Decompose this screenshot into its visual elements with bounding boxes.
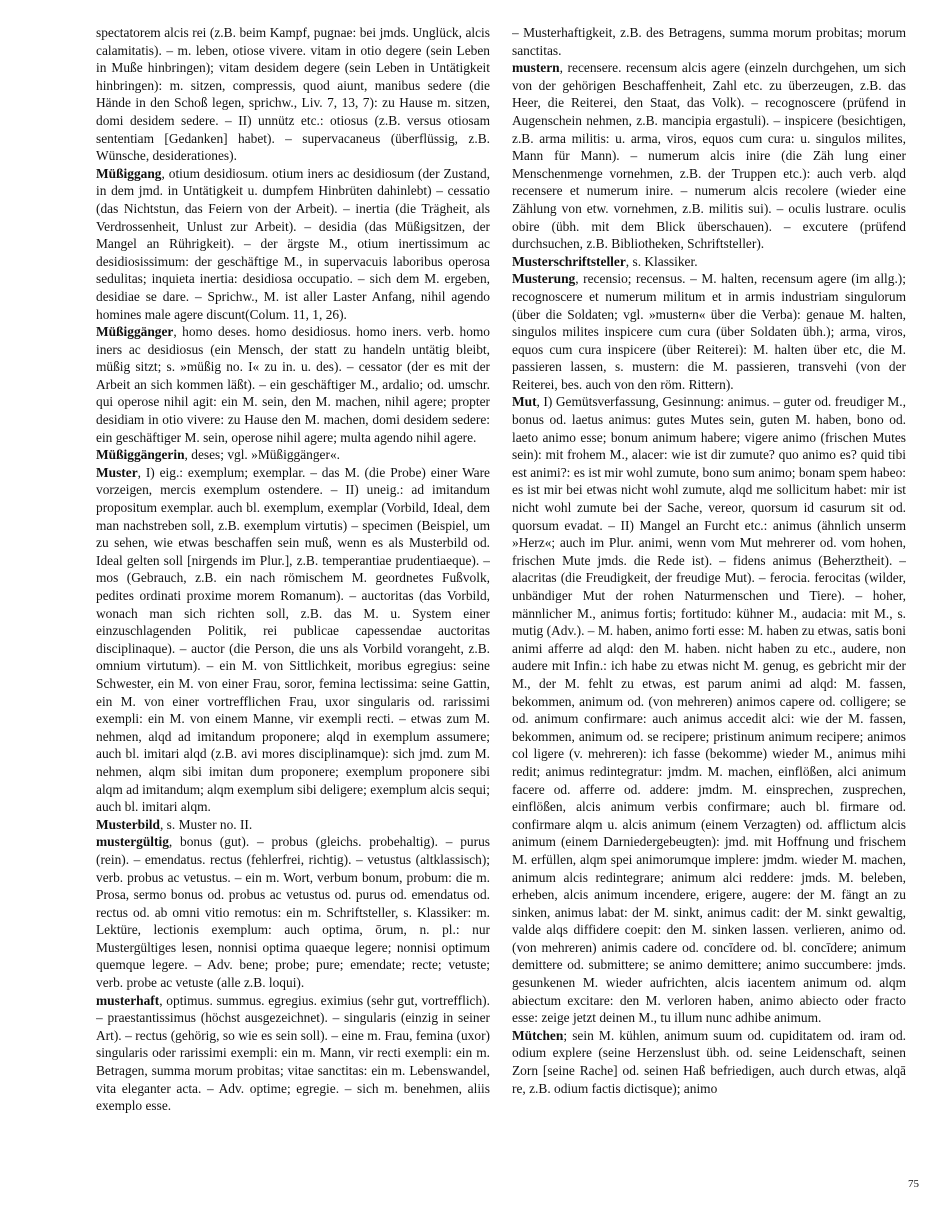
entry-mussiggangerin: Müßiggängerin, deses; vgl. »Müßiggänger«. — [96, 447, 341, 463]
entry-mutchen: Mütchen; sein M. kühlen, animum suum od. cupiditatem od. iram od. odium explere (seine Herzenslust übh. od. seine Leidenschaft, seinen Zorn [seine Rache] od. seinen Haß befriedigen, auch durch etwas, alqā re, z.B. odium factis dictisque); animo — [512, 1027, 906, 1096]
right-column — [512, 24, 906, 1184]
entry-mut: Mut, I) Gemütsverfassung, Gesinnung: animus. – guter od. freudiger M., bonus od. laetus animus: gutes Mutes sein, guten M. haben, bono od. laeto animo esse; bonum animum habere; vigere animo (frischen Mutes sein): mit frohem M., alacer: wie ist dir zumute? quo animo es? quid tibi est animi?: es ist mir wohl zumute, bono sum animo; bonam spem habeo: es ist mir bei etwas nicht wohl zumute, alqd me sollicitum habet: mir ist nicht wohl zumute bei der Sache, vereor, quorsum id casurum sit od. quorsum evadat. – II) Mangel an Furcht etc.: animus (ähnlich unserm »Herz«; auch im Plur. animi, wenn vom Mut mehrerer od. vom hohen, frischen Mute jmds. die Rede ist). – fidens animus (Beherztheit). – alacritas (die Freudigkeit, der freudige Mut). – ferocia. ferocitas (wilder, unbändiger Mut der rohen Naturmenschen und Tiere). – hoher, männlicher M., animus fortis; fortitudo: kühner M., audacia: mit M., s. mutig (Adv.). – M. haben, animo forti esse: M. haben zu etwas, satis boni animi afferre ad alqd: den M. haben. nicht haben zu etc., audere, non audere mit Infin.: ich habe zu etwas nicht M. genug, es gebricht mir der M., der M. fehlt zu etwas, est parum animi ad alqd: M. fassen, bekommen, animum od. (von mehreren) animos capere od. colligere; se od. animum confirmare: auch animus accedit alci: wie der M. fassen, bekommen, animum od. se recipere; pristinum animum recipere; animos col ligere (v. mehreren): ich fasse (bekomme) wieder M., animus mihi redit; animus redintegratur: jmdm. M. machen, einflößen, alci animum facere od. afferre od. addere: jmdm. M. einsprechen, zusprechen, einflößen, alcis animum verbis confirmare; auch bl. firmare od. confirmare alqm u. alcis animum (einem Verzagten) od. afflictum alcis animum (einem Darniedergebeugten): jmd. mit Hoffnung und frischem M. erfüllen, alqm spei animorumque implere: jmdm. wieder M. machen, animum alcis redintegrare; animum alci reddere: jmds. M. beleben, erheben, alcis animum incendere, erigere, augere: der M. fängt an zu sinken, animus labat: der M. sinkt, animus cadit: der M. sinkt gewaltig, valde alqs diffidere coepit: den M. sinken lassen. verlieren, animo od. (von mehreren) animis cadere od. concīdere od. bl. concīdere; animum demittere od. submittere; se animo demittere; animo succumbere: jmds. gesunkenen M. wieder aufrichten, alcis iacentem animum od. alqm abiectum excitare: den M. verloren haben, animo abiecto oder fracto esse: zeige jetzt deinen M., tu illum nunc adhibe animum. — [512, 394, 906, 1026]
entry-musterung: Musterung, recensio; recensus. – M. halten, recensum agere (im allg.); recognoscere et numerum militum et in armis industriam singulorum (über die Soldaten; vgl. »mustern« über die Verba): genaue M. halten, singulos milites inspicere cum cura (über Soldaten übh.); arma, viros, equos cum cura inspicere (über Reiterei): M. halten über etc, die M. passieren lassen, s. mustern: die M. passieren, transvehi (von der Reiterei, bes. auch von den röm. Rittern). — [512, 271, 906, 392]
entry-mustergultig: mustergültig, bonus (gut). – probus (gleichs. probehaltig). – purus (rein). – emendatus. rectus (fehlerfrei, richtig). – vetustus (altklassisch); verb. probus ac vetustus. – ein m. Wort, verbum bonum, probum: die m. Prosa, sermo bonus od. probus ac vetustus od. purus od. emendatus od. rectus od. ab omni vitio remotus: ein m. Schriftsteller, s. Klassiker: m. Lektüre, lectionis exemplum: auch optima, ōrum, n. pl.: nur Mustergültiges lesen, nonnisi optima quaeque legere; nonnisi optimum quemque legere. – Adv. bene; probe; pure; emendate; recte; vetuste; verb. probe ac vetuste (alle z.B. loqui). — [96, 834, 490, 991]
page-number: 75 — [908, 1178, 919, 1190]
entry-musterbild: Musterbild, s. Muster no. II. — [96, 816, 253, 832]
entry-musterhaftigkeit: – Musterhaftigkeit, z.B. des Betragens, summa morum probitas; morum sanctitas. — [512, 25, 906, 58]
left-column — [96, 24, 490, 1184]
entry-musterschriftsteller: Musterschriftsteller, s. Klassiker. — [512, 253, 698, 269]
entry-mussiggang: Müßiggang, otium desidiosum. otium iners ac desidiosum (der Zustand, in dem jmd. in Untätigkeit u. dumpfem Hinbrüten dahinlebt) – cessatio (das Nichtstun, das Feiern von der Arbeit). – inertia (die Trägheit, als Verdrossenheit, Unlust zur Arbeit). – desidia (das Müßigsitzen, der Mangel an Rührigkeit). – der ärgste M., otium inertissimum ac desidiosissimum: der geschäftige M., in supervacuis laboribus operosa sedulitas; inquieta inertia: desidiosa occupatio. – sich dem M. ergeben, desidiae se dare. – Sprichw., M. ist aller Laster Anfang, nihil agendo homines male agere discunt(Colum. 11, 1, 26). — [96, 165, 490, 322]
entry-mussigganger: Müßiggänger, homo deses. homo desidiosus. homo iners. verb. homo iners ac desidiosus (ein Mensch, der statt zu handeln untätig bleibt, müßig sitzt; s. »müßig no. I« zu in. u. des). – cessator (der es mit der Arbeit an sich kommen läßt). – ein geschäftiger M., ardalio; od. umschr. qui operose nihil agit: ein M. sein, den M. machen, nihil agere; propter desidiam in otio vivere: zu Hause den M. machen, domi desidem sedere: ein geschäftiger M. sein, operose nihil agere; multa agendo nihil agere. — [96, 324, 490, 445]
entry-muster: Muster, I) eig.: exemplum; exemplar. – das M. (die Probe) einer Ware vorzeigen, mercis exemplum ostendere. – II) uneig.: ad imitandum propositum exemplar. auch bl. exemplum, exemplar (Vorbild, Ideal, dem man nachstreben soll, z.B. exemplum virtutis) – specimen (Beispiel, um zu sehen, wie etwas beschaffen sein muß, wenn es als Musterbild od. Ideal gelten soll [nirgends im Plur.], z.B. temperantiae prudentiaeque). – mos (Gebrauch, z.B. ein nach römischem M. geordnetes Fußvolk, pedites ordinati proxime morem Romanum). – auctoritas (das Vorbild, wonach man sich richten soll, z.B. das M. u. System einer einzuschlagenden Politik, rei publicae capessendae auctoritas disciplinaque). – auctor (die Person, die uns als Vorbild vorangeht, z.B. omnium virtutum). – ein M. von Sittlichkeit, moribus egregius: seine Schwester, ein M. von einer Frau, soror, femina lectissima: seine Gattin, ein M. von einer vortrefflichen Frau, uxor singularis od. rarissimi exempli: ein M. von einem Manne, vir exempli recti. – etwas zum M. nehmen, alqd ad imitandum proponere; alqd in exemplum assumere; auch bl. imitari alqd (z.B. avi mores disciplinamque): sich jmd. zum M. nehmen, alqm sibi imitan dum proponere; exemplum proponere sibi alqm ad imitandum; alqm exemplum sibi deligere; exemplum alcis sequi; auch bl. imitari alqm. — [96, 464, 490, 815]
entry-musterhaft: musterhaft, optimus. summus. egregius. eximius (sehr gut, vortrefflich). – praestantissimus (höchst ausgezeichnet). – singularis (einzig in seiner Art). – rectus (gehörig, so wie es sein soll). – eine m. Frau, femina (uxor) singularis oder rarissimi exempli: ein m. Mann, vir recti exempli: ein m. Betragen, summa morum probitas; vitae sanctitas: ein m. Lebenswandel, vita eleganter acta. – Adv. optime; egregie. – sich m. benehmen, aliis exemplo esse. — [96, 992, 490, 1114]
entry-mustern: mustern, recensere. recensum alcis agere (einzeln durchgehen, um sich von der gehörigen Beschaffenheit, Zahl etc. zu überzeugen, z.B. das Heer, die Reiterei, den Staat, das Volk). – recognoscere (prüfend in Augenschein nehmen, z.B. mancipia ergastuli). – inspicere (besichtigen, z.B. arma militis: u. arma, viros, equos cum cura: u. singulos milites, Mann für Mann). – numerum alcis inire (die Zäh lung einer Menschenmenge vornehmen, z.B. der Truppen etc.): auch verb. alqd recensere et numerum inire. – numerum alcis recolere (wieder eine Zählung von etw. vornehmen, z.B. militis sui). – oculis lustrare. oculis obire (übh. mit dem Blick überschauen). – excutere (prüfend durchsuchen, z.B. Bibliotheken, Schriftsteller). — [512, 60, 906, 252]
entry-mussig-cont: spectatorem alcis rei (z.B. beim Kampf, pugnae: bei jmds. Unglück, alcis calamitatis). – m. leben, otiose vivere. vitam in otio degere (sein Leben in Muße hinbringen); vitam desidem degere (sein Leben in Untätigkeit hinbringen): m. sitzen, compressis, quod aiunt, manibus sedere (die Hände in den Schoß legen, sprichw., Liv. 7, 13, 7): zu Hause m. sitzen, domi desidem sedere. – II) unnütz etc.: otiosus (z.B. versus otiosam sententiam [Gedanken] habet). – supervacaneus (überflüssig, z.B. Wünsche, desiderationes). — [96, 25, 490, 164]
